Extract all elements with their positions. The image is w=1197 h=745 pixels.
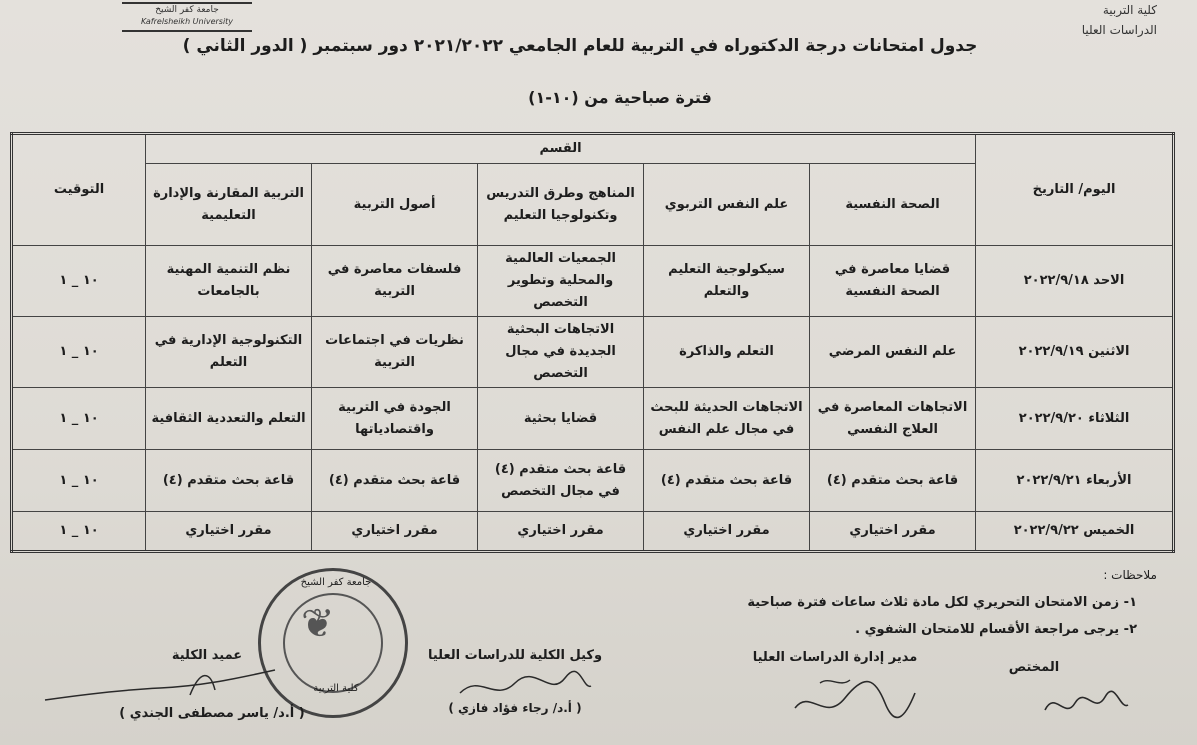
faculty-name: كلية التربية xyxy=(1102,3,1157,17)
admin-director-signature xyxy=(790,668,920,728)
dean-title: عميد الكلية xyxy=(171,648,243,663)
header-section: القسم xyxy=(146,134,976,164)
table-row xyxy=(12,388,1174,450)
course-cell: التعلم والتعددية الثقافية xyxy=(146,388,312,450)
course-cell: الاتجاهات الحديثة للبحث في مجال علم النفس xyxy=(644,388,810,450)
logo-arabic-text: جامعة كفر الشيخ xyxy=(155,5,219,15)
table-row xyxy=(12,512,1174,552)
course-cell: فلسفات معاصرة في التربية xyxy=(312,246,478,317)
note-item: ٢- يرجى مراجعة الأقسام للامتحان الشفوي . xyxy=(855,622,1137,637)
exam-schedule-table xyxy=(10,132,1175,553)
time-cell: ١٠ _ ١ xyxy=(12,512,146,552)
faculty-header xyxy=(1082,0,1157,40)
header-time: التوقيت xyxy=(12,134,146,246)
note-item: ١- زمن الامتحان التحريري لكل مادة ثلاث ساعات فترة صباحية xyxy=(747,595,1137,610)
time-cell: ١٠ _ ١ xyxy=(12,388,146,450)
stamp-bottom-text: كلية التربية xyxy=(313,683,359,694)
dean-signature xyxy=(40,650,280,710)
course-cell: مقرر اختياري xyxy=(810,512,976,552)
course-cell: الجمعيات العالمية والمحلية وتطوير التخصص xyxy=(478,246,644,317)
course-cell: نظم التنمية المهنية بالجامعات xyxy=(146,246,312,317)
document-subtitle: فترة صباحية من (١٠-١) xyxy=(528,88,712,107)
department-name: الدراسات العليا xyxy=(1081,23,1157,37)
course-cell: قاعة بحث متقدم (٤) xyxy=(146,450,312,512)
department-header: علم النفس التربوي xyxy=(644,164,810,246)
dean-name: ( أ.د/ ياسر مصطفى الجندي ) xyxy=(119,706,305,721)
department-header: التربية المقارنة والإدارة التعليمية xyxy=(146,164,312,246)
course-cell: قاعة بحث متقدم (٤) في مجال التخصص xyxy=(478,450,644,512)
department-header: أصول التربية xyxy=(312,164,478,246)
header-day-date: اليوم/ التاريخ xyxy=(976,134,1174,246)
course-cell: علم النفس المرضي xyxy=(810,317,976,388)
day-date-cell: الاثنين ٢٠٢٢/٩/١٩ xyxy=(976,317,1174,388)
day-date-cell: الخميس ٢٠٢٢/٩/٢٢ xyxy=(976,512,1174,552)
course-cell: نظريات في اجتماعات التربية xyxy=(312,317,478,388)
document-title: جدول امتحانات درجة الدكتوراه في التربية للعام الجامعي ٢٠٢١/٢٠٢٢ دور سبتمبر ( الدور الثاني ) xyxy=(182,36,978,56)
notes-section xyxy=(517,562,1157,643)
specialist-title: المختص xyxy=(1008,660,1060,675)
day-date-cell: الاحد ٢٠٢٢/٩/١٨ xyxy=(976,246,1174,317)
notes-heading: ملاحظات : xyxy=(1103,568,1157,582)
course-cell: التكنولوجية الإدارية في التعلم xyxy=(146,317,312,388)
course-cell: مقرر اختياري xyxy=(478,512,644,552)
specialist-signature xyxy=(1040,685,1130,725)
day-date-cell: الأربعاء ٢٠٢٢/٩/٢١ xyxy=(976,450,1174,512)
time-cell: ١٠ _ ١ xyxy=(12,317,146,388)
admin-director-signature-block xyxy=(735,650,935,665)
course-cell: قضايا بحثية xyxy=(478,388,644,450)
time-cell: ١٠ _ ١ xyxy=(12,450,146,512)
table-row xyxy=(12,246,1174,317)
university-logo xyxy=(122,2,252,32)
department-header: الصحة النفسية xyxy=(810,164,976,246)
course-cell: قضايا معاصرة في الصحة النفسية xyxy=(810,246,976,317)
time-cell: ١٠ _ ١ xyxy=(12,246,146,317)
table-row xyxy=(12,450,1174,512)
course-cell: قاعة بحث متقدم (٤) xyxy=(644,450,810,512)
table-row xyxy=(12,317,1174,388)
course-cell: مقرر اختياري xyxy=(146,512,312,552)
course-cell: مقرر اختياري xyxy=(644,512,810,552)
official-stamp xyxy=(258,568,408,718)
department-header: المناهج وطرق التدريس وتكنولوجيا التعليم xyxy=(478,164,644,246)
course-cell: قاعة بحث متقدم (٤) xyxy=(810,450,976,512)
vice-dean-title: وكيل الكلية للدراسات العليا xyxy=(427,648,603,663)
vice-dean-name: ( أ.د/ رجاء فؤاد فازي ) xyxy=(448,701,582,715)
day-date-cell: الثلاثاء ٢٠٢٢/٩/٢٠ xyxy=(976,388,1174,450)
course-cell: مقرر اختياري xyxy=(312,512,478,552)
specialist-signature-block xyxy=(989,660,1079,675)
course-cell: الاتجاهات البحثية الجديدة في مجال التخصص xyxy=(478,317,644,388)
course-cell: التعلم والذاكرة xyxy=(644,317,810,388)
stamp-top-text: جامعة كفر الشيخ xyxy=(300,577,372,588)
table-header-row xyxy=(12,134,1174,164)
course-cell: قاعة بحث متقدم (٤) xyxy=(312,450,478,512)
course-cell: سيكولوجية التعليم والتعلم xyxy=(644,246,810,317)
eagle-emblem-icon: ❦ xyxy=(301,601,335,647)
logo-english-text: Kafrelsheikh University xyxy=(140,17,234,26)
admin-director-title: مدير إدارة الدراسات العليا xyxy=(752,650,918,665)
course-cell: الجودة في التربية واقتصادياتها xyxy=(312,388,478,450)
course-cell: الاتجاهات المعاصرة في العلاج النفسي xyxy=(810,388,976,450)
vice-dean-signature xyxy=(455,668,595,708)
